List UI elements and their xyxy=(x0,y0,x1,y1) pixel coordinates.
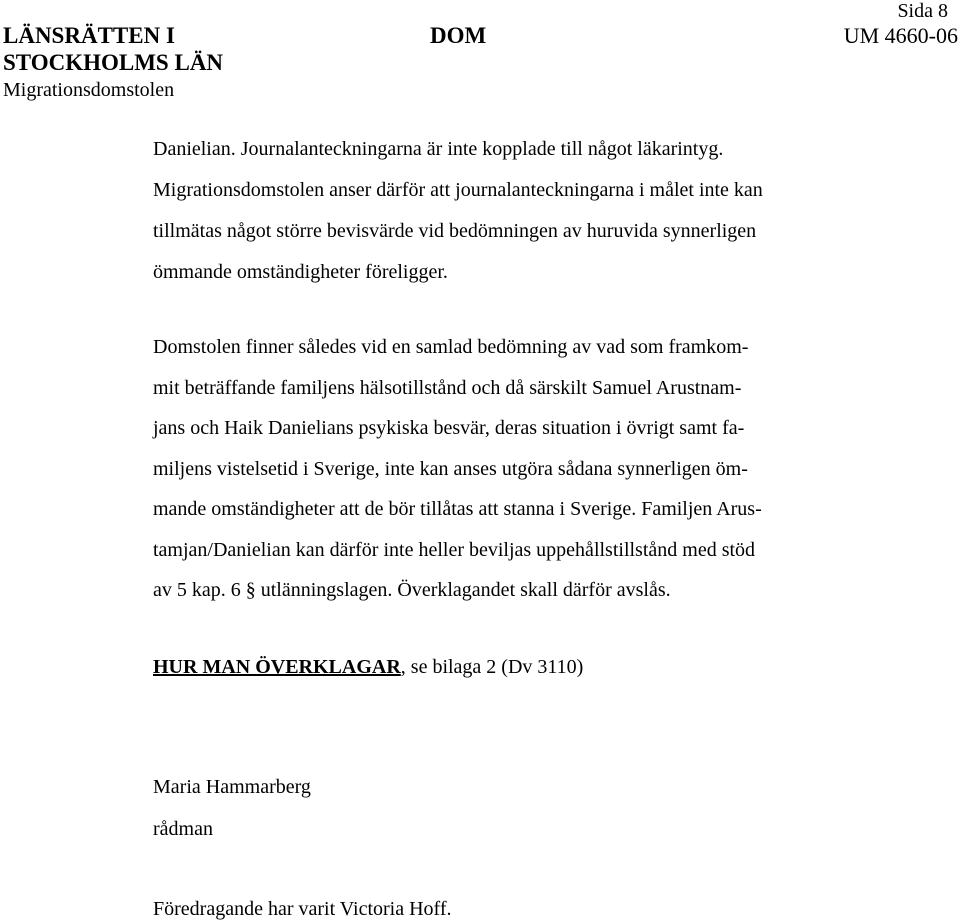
paragraph-1 xyxy=(153,129,763,293)
text-line: Danielian. Journalanteckningarna är inte kopplade till något läkarintyg. xyxy=(153,138,724,160)
text-line: Migrationsdomstolen anser därför att journalanteckningarna i målet inte kan xyxy=(153,179,763,201)
court-name-line2: STOCKHOLMS LÄN xyxy=(3,50,224,75)
paragraph-2 xyxy=(153,327,762,611)
text-line: mande omständigheter att de bör tillåtas att stanna i Sverige. Familjen Arus- xyxy=(153,498,762,520)
text-line: mit beträffande familjens hälsotillstånd och då särskilt Samuel Arustnam- xyxy=(153,376,742,399)
signer-title: rådman xyxy=(153,818,213,840)
case-number: UM 4660-06 xyxy=(843,23,958,48)
text-line: jans och Haik Danielians psykiska besvär, deras situation i övrigt samt fa- xyxy=(153,417,745,439)
text-line: ömmande omständigheter föreligger. xyxy=(153,261,448,283)
text-line: Domstolen finner således vid en samlad bedömning av vad som framkom- xyxy=(153,336,749,358)
text-line: miljens vistelsetid i Sverige, inte kan anses utgöra sådana synnerligen öm- xyxy=(153,457,748,480)
presenter-note: Föredragande har varit Victoria Hoff. xyxy=(153,898,452,920)
appeal-instructions xyxy=(153,652,583,682)
text-line: tamjan/Danielian kan därför inte heller beviljas uppehållstillstånd med stöd xyxy=(153,538,756,561)
appeal-reference: , se bilaga 2 (Dv 3110) xyxy=(400,656,584,678)
signer-name: Maria Hammarberg xyxy=(153,776,311,798)
appeal-heading: HUR MAN ÖVERKLAGAR xyxy=(153,656,401,678)
court-name-line1: LÄNSRÄTTEN I xyxy=(3,23,175,48)
page-number: Sida 8 xyxy=(897,0,948,22)
court-division: Migrationsdomstolen xyxy=(3,79,175,101)
text-line: av 5 kap. 6 § utlänningslagen. Överklagandet skall därför avslås. xyxy=(153,579,671,601)
document-type: DOM xyxy=(430,23,487,48)
text-line: tillmätas något större bevisvärde vid bedömningen av huruvida synnerligen xyxy=(153,220,757,242)
